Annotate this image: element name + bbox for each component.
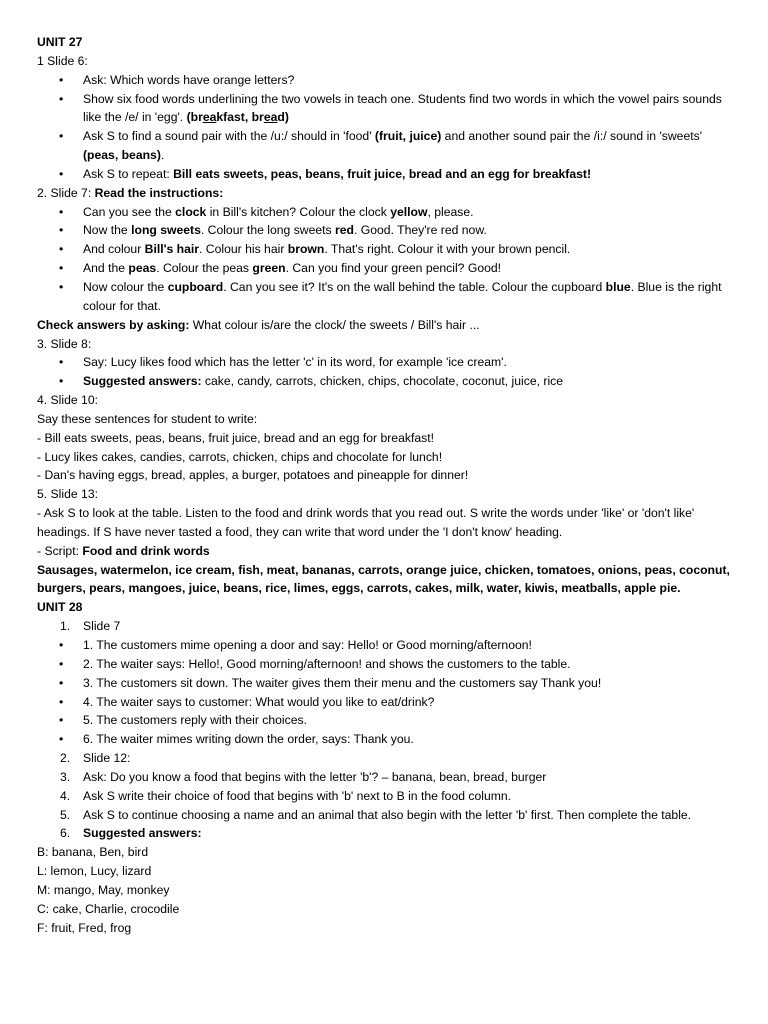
underlined-vowels: ea [263, 110, 278, 125]
slide-6-heading: 1 Slide 6: [37, 53, 88, 68]
bullet-text: 3. The customers sit down. The waiter gives them their menu and the customers say Thank you! [83, 675, 602, 690]
bullet-icon: • [59, 694, 64, 709]
text-part: . Blue is the right colour for that. [83, 279, 722, 313]
answer-line-f: F: fruit, Fred, frog [37, 920, 132, 935]
bullet-icon: • [59, 223, 64, 238]
unit-28-heading [37, 598, 737, 617]
text-part: - Script: [37, 543, 83, 558]
answer-line-m: M: mango, May, monkey [37, 882, 170, 897]
bullet-icon: • [59, 279, 64, 294]
bold-text: cupboard [167, 279, 224, 294]
bullet-icon: • [59, 72, 64, 87]
bold-text: Suggested answers: [83, 826, 202, 841]
bold-text: Bill eats sweets, peas, beans, fruit juice, bread and an egg for breakfast! [173, 166, 592, 181]
slide-7-bullet-1 [37, 203, 737, 222]
slide-7-bullet-2 [37, 221, 737, 240]
slide-7-heading [37, 184, 737, 203]
bullet-icon: • [59, 732, 64, 747]
text-part: Now colour the [83, 279, 168, 294]
bold-text: Bill's hair [144, 242, 200, 257]
unit-28-bullet-4 [37, 693, 737, 712]
unit-28-bullet-2 [37, 655, 737, 674]
list-number: 2. [60, 751, 71, 766]
text-part: And colour [83, 242, 145, 257]
list-number: 3. [60, 769, 71, 784]
text-part: , please. [427, 204, 474, 219]
list-number: 6. [60, 826, 71, 841]
unit-28-item-1 [37, 617, 737, 636]
slide-8-bullet-2 [37, 372, 737, 391]
unit-28-title: UNIT 28 [37, 600, 83, 615]
bullet-icon: • [59, 355, 64, 370]
text-part: What colour is/are the clock/ the sweets / Bill's hair ... [189, 317, 480, 332]
bold-text: Check answers by asking: [37, 317, 190, 332]
bold-text: Suggested answers: [83, 374, 202, 389]
text-part: . Can you find your green pencil? Good! [285, 261, 502, 276]
bullet-icon: • [59, 261, 64, 276]
lesson-notes-document [37, 33, 737, 938]
slide-7-bullet-4 [37, 259, 737, 278]
bullet-text: 2. The waiter says: Hello!, Good morning/afternoon! and shows the customers to the table. [83, 656, 571, 671]
slide-10-line-1: Say these sentences for student to write: [37, 411, 258, 426]
slide-6-bullet-4 [37, 165, 737, 184]
bullet-icon: • [59, 374, 64, 389]
list-number: 5. [60, 807, 71, 822]
bold-text: long sweets [131, 223, 201, 238]
bold-text: peas [128, 261, 157, 276]
bullet-icon: • [59, 204, 64, 219]
text-part: . Can you see it? It's on the wall behind the table. Colour the cupboard [223, 279, 606, 294]
bullet-icon: • [59, 166, 64, 181]
text-part: . Colour the long sweets [200, 223, 336, 238]
unit-28-item-5 [37, 806, 737, 825]
slide-10-line-4: - Dan's having eggs, bread, apples, a burger, potatoes and pineapple for dinner! [37, 468, 469, 483]
unit-28-item-3 [37, 768, 737, 787]
slide-8-heading: 3. Slide 8: [37, 336, 92, 351]
bullet-icon: • [59, 656, 64, 671]
bullet-text: 4. The waiter says to customer: What would you like to eat/drink? [83, 694, 435, 709]
vowel-example [187, 110, 289, 124]
bullet-icon: • [59, 242, 64, 257]
unit-28-item-2 [37, 749, 737, 768]
bullet-text: 5. The customers reply with their choices. [83, 713, 307, 728]
unit-28-bullet-3 [37, 674, 737, 693]
slide-10-line-2: - Bill eats sweets, peas, beans, fruit juice, bread and an egg for breakfast! [37, 430, 434, 445]
text-part: d) [277, 110, 289, 125]
answer-line-b: B: banana, Ben, bird [37, 845, 149, 860]
bold-text: red [335, 223, 354, 238]
slide-6-bullet-3 [37, 127, 737, 165]
list-number: 1. [60, 619, 71, 634]
text-part: cake, candy, carrots, chicken, chips, chocolate, coconut, juice, rice [201, 374, 564, 389]
text-part: Now the [83, 223, 132, 238]
slide-13-heading: 5. Slide 13: [37, 487, 98, 502]
unit-27-title: UNIT 27 [37, 35, 83, 49]
unit-28-item-4 [37, 787, 737, 806]
bullet-text: 1. The customers mime opening a door and say: Hello! or Good morning/afternoon! [83, 638, 532, 652]
answer-line-c: C: cake, Charlie, crocodile [37, 901, 180, 916]
text-part: Can you see the [83, 204, 176, 219]
bullet-icon: • [59, 129, 64, 144]
unit-28-bullet-1 [37, 636, 737, 655]
bullet-icon: • [59, 713, 64, 728]
bullet-icon: • [59, 675, 64, 690]
text-part: in Bill's kitchen? Colour the clock [206, 204, 391, 219]
bullet-text: 6. The waiter mimes writing down the order, says: Thank you. [83, 732, 414, 747]
check-answers-line [37, 316, 737, 335]
bold-text: Read the instructions: [94, 185, 224, 200]
text-part: . That's right. Colour it with your brown pencil. [324, 242, 571, 257]
item-text: Slide 12: [83, 751, 131, 766]
unit-28-bullet-5 [37, 711, 737, 730]
slide-10-line-3: - Lucy likes cakes, candies, carrots, chicken, chips and chocolate for lunch! [37, 449, 443, 464]
unit-27-heading [37, 33, 737, 52]
text-part: And the [83, 261, 129, 276]
slide-8-bullet-1 [37, 353, 737, 372]
slide-13-word-list [37, 561, 737, 599]
bold-text: Sausages, watermelon, ice cream, fish, meat, bananas, carrots, orange juice, chicken, tomatoes, onions, peas, coconut, burgers, pears, mangoes, juice, beans, rice, limes, eggs, carrots, cakes, milk, water, kiwis, meatballs, apple pie. [37, 562, 730, 596]
item-text: Ask: Do you know a food that begins with the letter 'b'? – banana, bean, bread, burger [83, 769, 547, 784]
bold-text: (peas, beans) [83, 148, 161, 163]
slide-13-script-line [37, 542, 737, 561]
slide-7-bullet-3 [37, 240, 737, 259]
underlined-vowels: ea [202, 110, 217, 125]
text-part: (br [186, 110, 203, 125]
bold-text: Food and drink words [82, 543, 210, 558]
bullet-text: and another sound pair the /i:/ sound in 'sweets' [441, 129, 703, 144]
answer-line-l: L: lemon, Lucy, lizard [37, 864, 152, 879]
bold-text: blue [605, 279, 631, 294]
unit-28-bullet-6 [37, 730, 737, 749]
slide-13-line-1: - Ask S to look at the table. Listen to the food and drink words that you read out. S write the words under 'like' or 'don't like' headings. If S have never tasted a food, they can write that word under the 'I don't know' heading. [37, 506, 695, 539]
unit-28-item-6 [37, 824, 737, 843]
bullet-text: Ask: Which words have orange letters? [83, 72, 295, 87]
bold-text: (fruit, juice) [374, 129, 442, 144]
slide-6-bullet-2 [37, 90, 737, 128]
bullet-text: Show six food words underlining the two vowels in teach one. Students find two words in which the vowel pairs sounds like the /e/ in 'egg'. [83, 91, 722, 125]
list-number: 4. [60, 788, 71, 803]
bold-text: yellow [390, 204, 428, 219]
text-part: . Colour his hair [199, 242, 288, 257]
bold-text: green [252, 261, 286, 276]
slide-6-bullet-1 [37, 71, 737, 90]
bullet-icon: • [59, 638, 64, 652]
text-part: . Good. They're red now. [353, 223, 487, 238]
bold-text: clock [175, 204, 207, 219]
bullet-text: . [160, 148, 165, 163]
item-text: Slide 7 [83, 619, 121, 634]
slide-7-bullet-5 [37, 278, 737, 316]
item-text: Ask S write their choice of food that begins with 'b' next to B in the food column. [83, 788, 512, 803]
text-part: . Colour the peas [156, 261, 253, 276]
heading-text: 2. Slide 7: [37, 185, 95, 200]
slide-10-heading: 4. Slide 10: [37, 393, 98, 408]
bullet-text: Say: Lucy likes food which has the letter 'c' in its word, for example 'ice cream'. [83, 355, 507, 370]
bullet-text: Ask S to repeat: [83, 166, 174, 181]
bullet-icon: • [59, 91, 64, 106]
bullet-text: Ask S to find a sound pair with the /u:/ should in 'food' [83, 129, 375, 144]
text-part: kfast, br [216, 110, 264, 125]
item-text: Ask S to continue choosing a name and an animal that also begin with the letter 'b' first. Then complete the table. [83, 807, 692, 822]
bold-text: brown [287, 242, 325, 257]
